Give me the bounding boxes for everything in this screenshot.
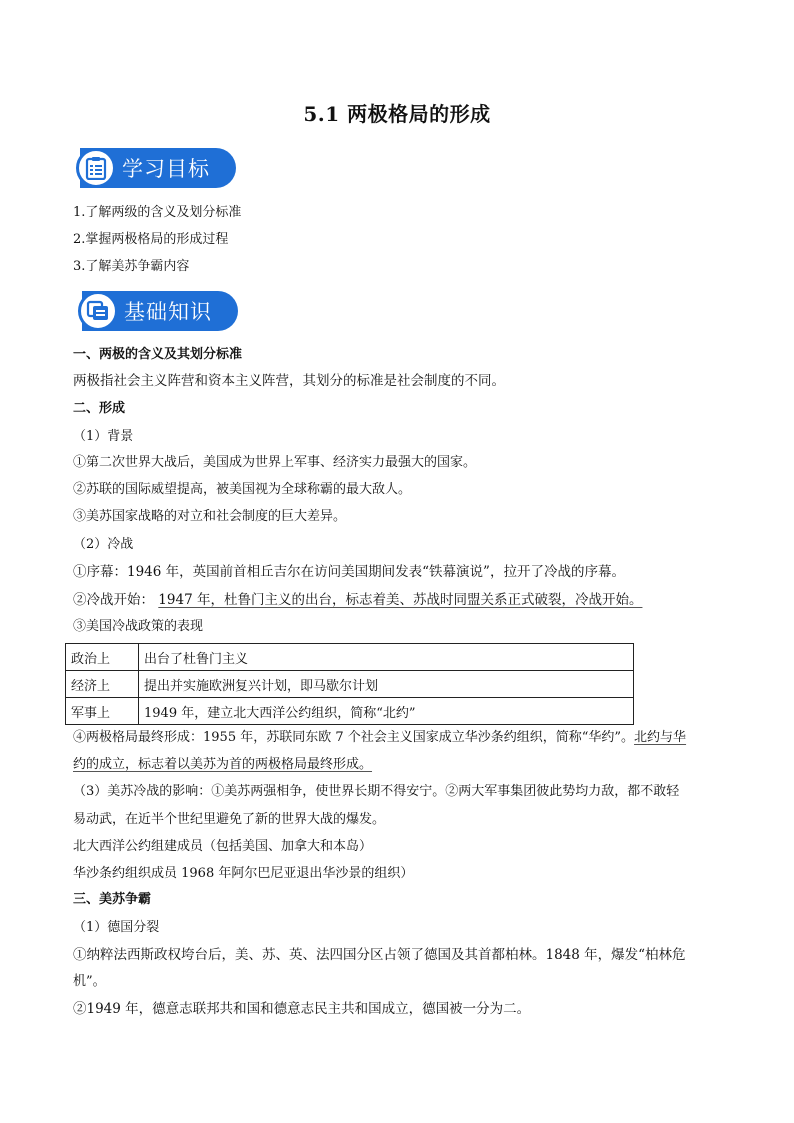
section-banner-objectives	[80, 148, 236, 188]
note: 北大西洋公约组建成员（包括美国、加拿大和本岛）	[73, 839, 373, 854]
list-item	[73, 729, 686, 747]
paragraph-continued: 易动武，在近半个世纪里避免了新的世界大战的爆发。	[73, 812, 386, 827]
list-item: ②1949 年，德意志联邦共和国和德意志民主共和国成立，德国被一分为二。	[73, 1001, 531, 1017]
table-cell-content: 1949 年，建立北大西洋公约组织，简称“北约”	[139, 698, 634, 725]
banner-label: 学习目标	[122, 157, 210, 181]
table-cell-field: 经济上	[66, 671, 139, 698]
sub-heading: （2）冷战	[73, 537, 134, 552]
list-item	[73, 591, 642, 609]
list-item: ①纳粹法西斯政权垮台后，美、苏、英、法四国分区占领了德国及其首都柏林。1848 年，爆发“柏林危	[73, 947, 686, 963]
table-row	[66, 671, 634, 698]
banner-label: 基础知识	[124, 300, 212, 324]
policy-table	[65, 643, 634, 725]
objective-item: 1.了解两级的含义及划分标准	[73, 205, 242, 220]
table-cell-field: 军事上	[66, 698, 139, 725]
page-title: 5.1 两极格局的形成	[303, 102, 491, 126]
list-item: ①序幕：1946 年，英国前首相丘吉尔在访问美国期间发表“铁幕演说”，拉开了冷战的序幕。	[73, 564, 625, 580]
paragraph: 两极指社会主义阵营和资本主义阵营，其划分的标准是社会制度的不同。	[73, 373, 505, 389]
table-row	[66, 698, 634, 725]
sub-heading: （1）德国分裂	[73, 920, 160, 935]
section-banner-basics	[82, 291, 238, 331]
documents-icon	[78, 291, 118, 331]
underlined-text: 约的成立，标志着以美苏为首的两极格局最终形成。	[73, 757, 373, 772]
sub-heading: （1）背景	[73, 429, 134, 444]
heading-1: 一、两极的含义及其划分标准	[73, 347, 243, 362]
objective-item: 2.掌握两极格局的形成过程	[73, 232, 229, 247]
list-item-continued	[73, 756, 372, 774]
clipboard-icon	[76, 148, 116, 188]
underlined-text: 北约与华	[634, 730, 687, 745]
table-cell-content: 出台了杜鲁门主义	[139, 644, 634, 671]
note: 华沙条约组织成员 1968 年阿尔巴尼亚退出华沙景的组织）	[73, 866, 414, 881]
list-item-continued: 机”。	[73, 974, 106, 989]
paragraph: （3）美苏冷战的影响：①美苏两强相争，使世界长期不得安宁。②两大军事集团彼此势均力敌，都不敢轻	[73, 784, 680, 799]
list-item: ③美苏国家战略的对立和社会制度的巨大差异。	[73, 509, 347, 524]
item-text: ④两极格局最终形成：1955 年，苏联同东欧 7 个社会主义国家成立华沙条约组织，简称“华约”。	[73, 730, 635, 745]
table-cell-field: 政治上	[66, 644, 139, 671]
list-item: ①第二次世界大战后，美国成为世界上军事、经济实力最强大的国家。	[73, 455, 477, 470]
heading-3: 三、美苏争霸	[73, 892, 152, 907]
objective-item: 3.了解美苏争霸内容	[73, 259, 190, 274]
heading-2: 二、形成	[73, 401, 126, 416]
item-prefix: ②冷战开始：	[73, 592, 154, 608]
table-cell-content: 提出并实施欧洲复兴计划，即马歇尔计划	[139, 671, 634, 698]
list-item: ②苏联的国际威望提高，被美国视为全球称霸的最大敌人。	[73, 482, 412, 497]
underlined-text: 1947 年，杜鲁门主义的出台，标志着美、苏战时同盟关系正式破裂，冷战开始。	[158, 592, 643, 608]
table-row	[66, 644, 634, 671]
list-item: ③美国冷战政策的表现	[73, 619, 204, 634]
